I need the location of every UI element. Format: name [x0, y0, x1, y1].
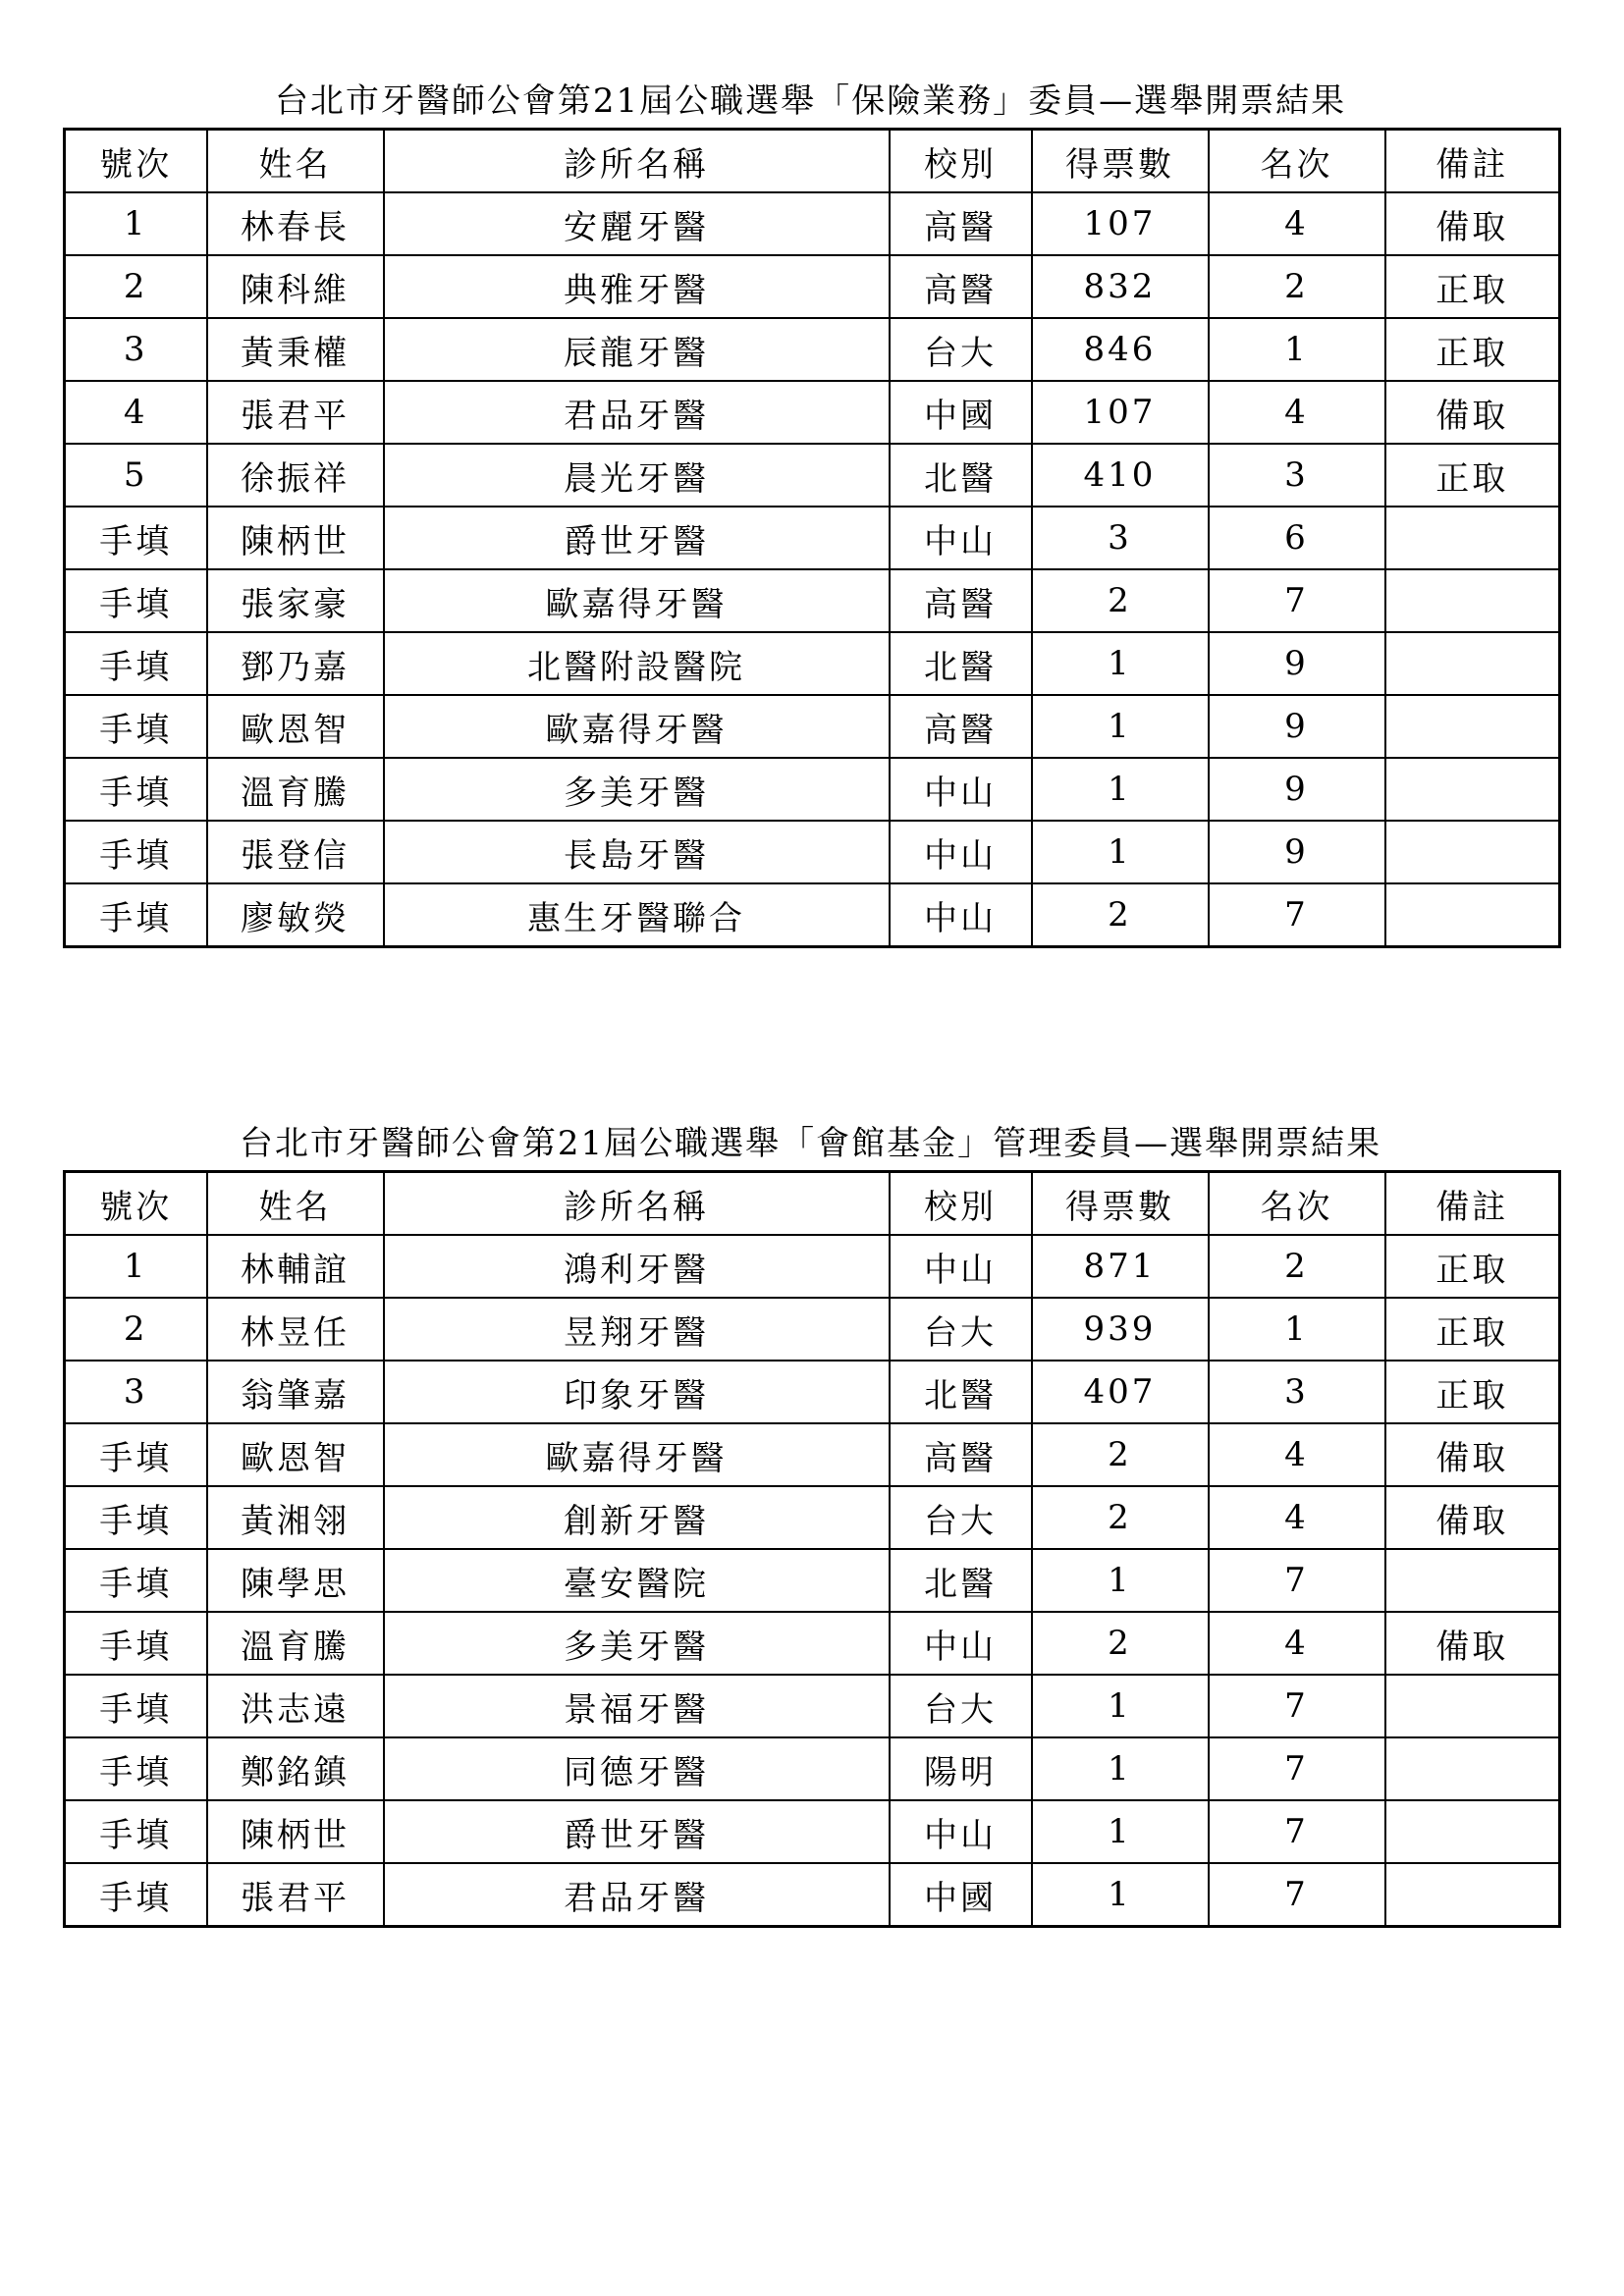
- column-header-school: 校別: [890, 130, 1032, 193]
- insurance-committee-table: [63, 128, 1561, 948]
- cell-votes: 3: [1032, 507, 1209, 569]
- table-row: [65, 1361, 1560, 1423]
- cell-clinic: 晨光牙醫: [384, 444, 890, 507]
- cell-school: 中山: [890, 1235, 1032, 1298]
- table-row: [65, 1298, 1560, 1361]
- cell-school: 中山: [890, 507, 1032, 569]
- cell-rank: 4: [1209, 1423, 1385, 1486]
- cell-clinic: 鴻利牙醫: [384, 1235, 890, 1298]
- cell-school: 陽明: [890, 1737, 1032, 1800]
- cell-name: 林春長: [207, 192, 384, 255]
- cell-votes: 871: [1032, 1235, 1209, 1298]
- cell-number: 手填: [65, 695, 207, 758]
- cell-rank: 4: [1209, 1486, 1385, 1549]
- cell-clinic: 北醫附設醫院: [384, 632, 890, 695]
- cell-number: 手填: [65, 1612, 207, 1675]
- cell-remark: 正取: [1385, 1235, 1560, 1298]
- hall-fund-committee-title: 台北市牙醫師公會第21屆公職選舉「會館基金」管理委員—選舉開票結果: [239, 1124, 1382, 1163]
- cell-rank: 1: [1209, 318, 1385, 381]
- cell-remark: [1385, 1675, 1560, 1737]
- cell-name: 廖敏熒: [207, 883, 384, 947]
- header-row: [65, 1172, 1560, 1236]
- cell-clinic: 歐嘉得牙醫: [384, 569, 890, 632]
- cell-rank: 6: [1209, 507, 1385, 569]
- cell-school: 台大: [890, 318, 1032, 381]
- cell-name: 溫育騰: [207, 758, 384, 821]
- cell-remark: 備取: [1385, 1612, 1560, 1675]
- cell-remark: [1385, 821, 1560, 883]
- table-row: [65, 1800, 1560, 1863]
- cell-clinic: 印象牙醫: [384, 1361, 890, 1423]
- hall-fund-committee-table: [63, 1170, 1561, 1928]
- column-header-name: 姓名: [207, 1172, 384, 1236]
- cell-remark: 正取: [1385, 255, 1560, 318]
- cell-rank: 4: [1209, 192, 1385, 255]
- cell-name: 林輔誼: [207, 1235, 384, 1298]
- table-row: [65, 632, 1560, 695]
- table-row: [65, 1737, 1560, 1800]
- cell-name: 徐振祥: [207, 444, 384, 507]
- column-header-number: 號次: [65, 130, 207, 193]
- cell-name: 張登信: [207, 821, 384, 883]
- cell-number: 5: [65, 444, 207, 507]
- cell-votes: 846: [1032, 318, 1209, 381]
- cell-remark: [1385, 1549, 1560, 1612]
- column-header-school: 校別: [890, 1172, 1032, 1236]
- cell-name: 翁肇嘉: [207, 1361, 384, 1423]
- table-row: [65, 1863, 1560, 1927]
- cell-clinic: 創新牙醫: [384, 1486, 890, 1549]
- cell-votes: 2: [1032, 1423, 1209, 1486]
- cell-clinic: 爵世牙醫: [384, 507, 890, 569]
- cell-clinic: 安麗牙醫: [384, 192, 890, 255]
- cell-number: 手填: [65, 758, 207, 821]
- cell-number: 手填: [65, 569, 207, 632]
- cell-number: 手填: [65, 1549, 207, 1612]
- cell-number: 2: [65, 1298, 207, 1361]
- cell-votes: 1: [1032, 1863, 1209, 1927]
- column-header-rank: 名次: [1209, 130, 1385, 193]
- cell-school: 高醫: [890, 192, 1032, 255]
- cell-rank: 9: [1209, 695, 1385, 758]
- cell-school: 台大: [890, 1298, 1032, 1361]
- table-row: [65, 192, 1560, 255]
- insurance-committee-section: [63, 75, 1558, 948]
- cell-school: 中山: [890, 758, 1032, 821]
- cell-rank: 2: [1209, 1235, 1385, 1298]
- cell-rank: 3: [1209, 444, 1385, 507]
- cell-school: 中山: [890, 1612, 1032, 1675]
- cell-name: 張君平: [207, 381, 384, 444]
- cell-remark: 正取: [1385, 1361, 1560, 1423]
- cell-remark: 正取: [1385, 318, 1560, 381]
- cell-remark: 備取: [1385, 381, 1560, 444]
- cell-remark: 備取: [1385, 1486, 1560, 1549]
- cell-name: 陳柄世: [207, 507, 384, 569]
- table-row: [65, 569, 1560, 632]
- cell-votes: 1: [1032, 1800, 1209, 1863]
- cell-clinic: 昱翔牙醫: [384, 1298, 890, 1361]
- cell-votes: 2: [1032, 1486, 1209, 1549]
- cell-number: 手填: [65, 883, 207, 947]
- table-row: [65, 1675, 1560, 1737]
- cell-school: 高醫: [890, 695, 1032, 758]
- cell-rank: 4: [1209, 381, 1385, 444]
- cell-rank: 9: [1209, 821, 1385, 883]
- table-row: [65, 883, 1560, 947]
- cell-remark: 備取: [1385, 1423, 1560, 1486]
- cell-number: 手填: [65, 1423, 207, 1486]
- cell-name: 歐恩智: [207, 695, 384, 758]
- cell-school: 高醫: [890, 255, 1032, 318]
- cell-name: 黃湘翎: [207, 1486, 384, 1549]
- cell-school: 高醫: [890, 1423, 1032, 1486]
- cell-number: 3: [65, 1361, 207, 1423]
- column-header-number: 號次: [65, 1172, 207, 1236]
- cell-votes: 107: [1032, 381, 1209, 444]
- cell-name: 黃秉權: [207, 318, 384, 381]
- cell-votes: 939: [1032, 1298, 1209, 1361]
- column-header-name: 姓名: [207, 130, 384, 193]
- table-row: [65, 821, 1560, 883]
- cell-clinic: 君品牙醫: [384, 381, 890, 444]
- cell-school: 中國: [890, 381, 1032, 444]
- cell-votes: 407: [1032, 1361, 1209, 1423]
- cell-name: 鄧乃嘉: [207, 632, 384, 695]
- column-header-remark: 備註: [1385, 130, 1560, 193]
- column-header-clinic: 診所名稱: [384, 130, 890, 193]
- cell-school: 中山: [890, 883, 1032, 947]
- cell-number: 手填: [65, 632, 207, 695]
- cell-clinic: 臺安醫院: [384, 1549, 890, 1612]
- cell-name: 陳科維: [207, 255, 384, 318]
- cell-school: 台大: [890, 1486, 1032, 1549]
- cell-school: 北醫: [890, 1361, 1032, 1423]
- column-header-remark: 備註: [1385, 1172, 1560, 1236]
- cell-clinic: 爵世牙醫: [384, 1800, 890, 1863]
- cell-votes: 1: [1032, 632, 1209, 695]
- cell-votes: 1: [1032, 821, 1209, 883]
- cell-name: 歐恩智: [207, 1423, 384, 1486]
- cell-name: 林昱任: [207, 1298, 384, 1361]
- table-row: [65, 1235, 1560, 1298]
- table-row: [65, 1423, 1560, 1486]
- cell-votes: 1: [1032, 758, 1209, 821]
- cell-votes: 1: [1032, 1549, 1209, 1612]
- cell-rank: 7: [1209, 1675, 1385, 1737]
- cell-school: 中國: [890, 1863, 1032, 1927]
- column-header-votes: 得票數: [1032, 130, 1209, 193]
- cell-clinic: 多美牙醫: [384, 1612, 890, 1675]
- cell-rank: 7: [1209, 1549, 1385, 1612]
- cell-name: 洪志遠: [207, 1675, 384, 1737]
- cell-remark: [1385, 632, 1560, 695]
- cell-school: 北醫: [890, 1549, 1032, 1612]
- cell-votes: 1: [1032, 1675, 1209, 1737]
- cell-clinic: 歐嘉得牙醫: [384, 1423, 890, 1486]
- cell-number: 1: [65, 1235, 207, 1298]
- cell-remark: [1385, 1800, 1560, 1863]
- cell-remark: [1385, 1737, 1560, 1800]
- cell-number: 3: [65, 318, 207, 381]
- cell-remark: [1385, 695, 1560, 758]
- cell-remark: [1385, 507, 1560, 569]
- table-row: [65, 381, 1560, 444]
- column-header-clinic: 診所名稱: [384, 1172, 890, 1236]
- cell-number: 4: [65, 381, 207, 444]
- cell-votes: 832: [1032, 255, 1209, 318]
- cell-remark: [1385, 1863, 1560, 1927]
- cell-number: 2: [65, 255, 207, 318]
- insurance-committee-title: 台北市牙醫師公會第21屆公職選舉「保險業務」委員—選舉開票結果: [274, 81, 1347, 121]
- cell-number: 手填: [65, 821, 207, 883]
- cell-clinic: 君品牙醫: [384, 1863, 890, 1927]
- cell-number: 手填: [65, 1486, 207, 1549]
- cell-rank: 3: [1209, 1361, 1385, 1423]
- cell-number: 手填: [65, 1737, 207, 1800]
- cell-name: 溫育騰: [207, 1612, 384, 1675]
- cell-school: 台大: [890, 1675, 1032, 1737]
- table-row: [65, 507, 1560, 569]
- cell-number: 手填: [65, 1675, 207, 1737]
- cell-number: 手填: [65, 1863, 207, 1927]
- cell-rank: 9: [1209, 632, 1385, 695]
- table-row: [65, 1486, 1560, 1549]
- cell-clinic: 多美牙醫: [384, 758, 890, 821]
- table-row: [65, 255, 1560, 318]
- cell-number: 手填: [65, 507, 207, 569]
- column-header-votes: 得票數: [1032, 1172, 1209, 1236]
- cell-remark: [1385, 883, 1560, 947]
- cell-number: 手填: [65, 1800, 207, 1863]
- cell-rank: 1: [1209, 1298, 1385, 1361]
- cell-clinic: 歐嘉得牙醫: [384, 695, 890, 758]
- cell-rank: 9: [1209, 758, 1385, 821]
- cell-remark: 正取: [1385, 1298, 1560, 1361]
- cell-votes: 107: [1032, 192, 1209, 255]
- header-row: [65, 130, 1560, 193]
- cell-clinic: 惠生牙醫聯合: [384, 883, 890, 947]
- cell-votes: 410: [1032, 444, 1209, 507]
- cell-remark: 備取: [1385, 192, 1560, 255]
- cell-rank: 7: [1209, 1737, 1385, 1800]
- column-header-rank: 名次: [1209, 1172, 1385, 1236]
- cell-name: 陳柄世: [207, 1800, 384, 1863]
- table-row: [65, 695, 1560, 758]
- cell-rank: 4: [1209, 1612, 1385, 1675]
- cell-votes: 1: [1032, 1737, 1209, 1800]
- cell-votes: 1: [1032, 695, 1209, 758]
- cell-school: 中山: [890, 821, 1032, 883]
- cell-remark: [1385, 569, 1560, 632]
- table-row: [65, 758, 1560, 821]
- cell-school: 中山: [890, 1800, 1032, 1863]
- cell-name: 張君平: [207, 1863, 384, 1927]
- cell-school: 北醫: [890, 632, 1032, 695]
- cell-votes: 2: [1032, 883, 1209, 947]
- cell-clinic: 景福牙醫: [384, 1675, 890, 1737]
- cell-number: 1: [65, 192, 207, 255]
- cell-name: 張家豪: [207, 569, 384, 632]
- cell-rank: 7: [1209, 569, 1385, 632]
- cell-votes: 2: [1032, 1612, 1209, 1675]
- cell-rank: 7: [1209, 1863, 1385, 1927]
- cell-rank: 7: [1209, 883, 1385, 947]
- table-row: [65, 1549, 1560, 1612]
- cell-votes: 2: [1032, 569, 1209, 632]
- cell-name: 鄭銘鎮: [207, 1737, 384, 1800]
- table-row: [65, 444, 1560, 507]
- cell-school: 高醫: [890, 569, 1032, 632]
- table-row: [65, 318, 1560, 381]
- cell-clinic: 典雅牙醫: [384, 255, 890, 318]
- cell-rank: 2: [1209, 255, 1385, 318]
- cell-remark: [1385, 758, 1560, 821]
- cell-clinic: 同德牙醫: [384, 1737, 890, 1800]
- cell-rank: 7: [1209, 1800, 1385, 1863]
- cell-school: 北醫: [890, 444, 1032, 507]
- cell-remark: 正取: [1385, 444, 1560, 507]
- table-row: [65, 1612, 1560, 1675]
- cell-clinic: 長島牙醫: [384, 821, 890, 883]
- cell-name: 陳學思: [207, 1549, 384, 1612]
- cell-clinic: 辰龍牙醫: [384, 318, 890, 381]
- hall-fund-committee-section: [63, 1117, 1558, 1928]
